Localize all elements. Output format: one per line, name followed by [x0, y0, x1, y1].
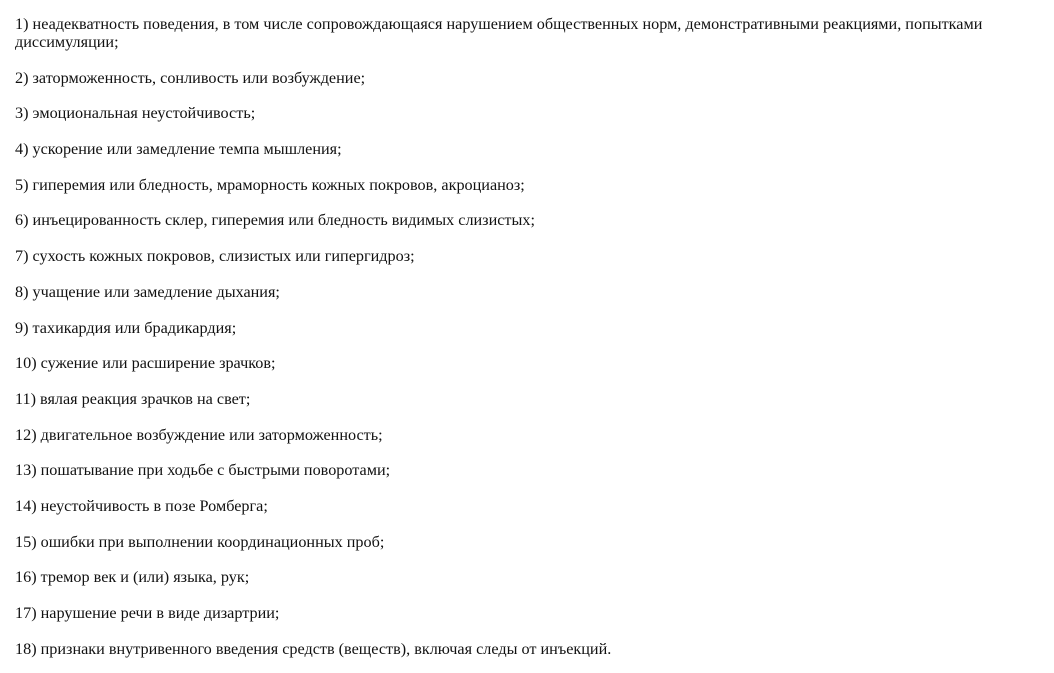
list-item: 15) ошибки при выполнении координационных проб; — [15, 532, 385, 551]
list-item: 7) сухость кожных покровов, слизистых или гипергидроз; — [15, 247, 415, 266]
list-item: 11) вялая реакция зрачков на свет; — [15, 389, 251, 408]
list-item: 2) заторможенность, сонливость или возбуждение; — [15, 68, 366, 87]
list-item: 12) двигательное возбуждение или заторможенность; — [15, 425, 383, 444]
list-item: 13) пошатывание при ходьбе с быстрыми поворотами; — [15, 461, 391, 480]
list-item: 18) признаки внутривенного введения средств (веществ), включая следы от инъекций. — [15, 639, 612, 658]
list-item: 9) тахикардия или брадикардия; — [15, 318, 237, 337]
list-item: 3) эмоциональная неустойчивость; — [15, 104, 256, 123]
list-item: 10) сужение или расширение зрачков; — [15, 354, 276, 373]
list-item: 4) ускорение или замедление темпа мышления; — [15, 140, 342, 159]
document-body — [15, 15, 1047, 658]
list-item: 16) тремор век и (или) языка, рук; — [15, 568, 250, 587]
list-item: 1) неадекватность поведения, в том числе сопровождающаяся нарушением общественных норм, демонстративными реакциями, попытками диссимуляции; — [15, 15, 983, 51]
list-item: 6) инъецированность склер, гиперемия или бледность видимых слизистых; — [15, 211, 535, 230]
list-item: 14) неустойчивость в позе Ромберга; — [15, 496, 268, 515]
list-item: 17) нарушение речи в виде дизартрии; — [15, 604, 280, 622]
list-item: 8) учащение или замедление дыхания; — [15, 282, 280, 301]
list-item: 5) гиперемия или бледность, мраморность кожных покровов, акроцианоз; — [15, 175, 525, 194]
